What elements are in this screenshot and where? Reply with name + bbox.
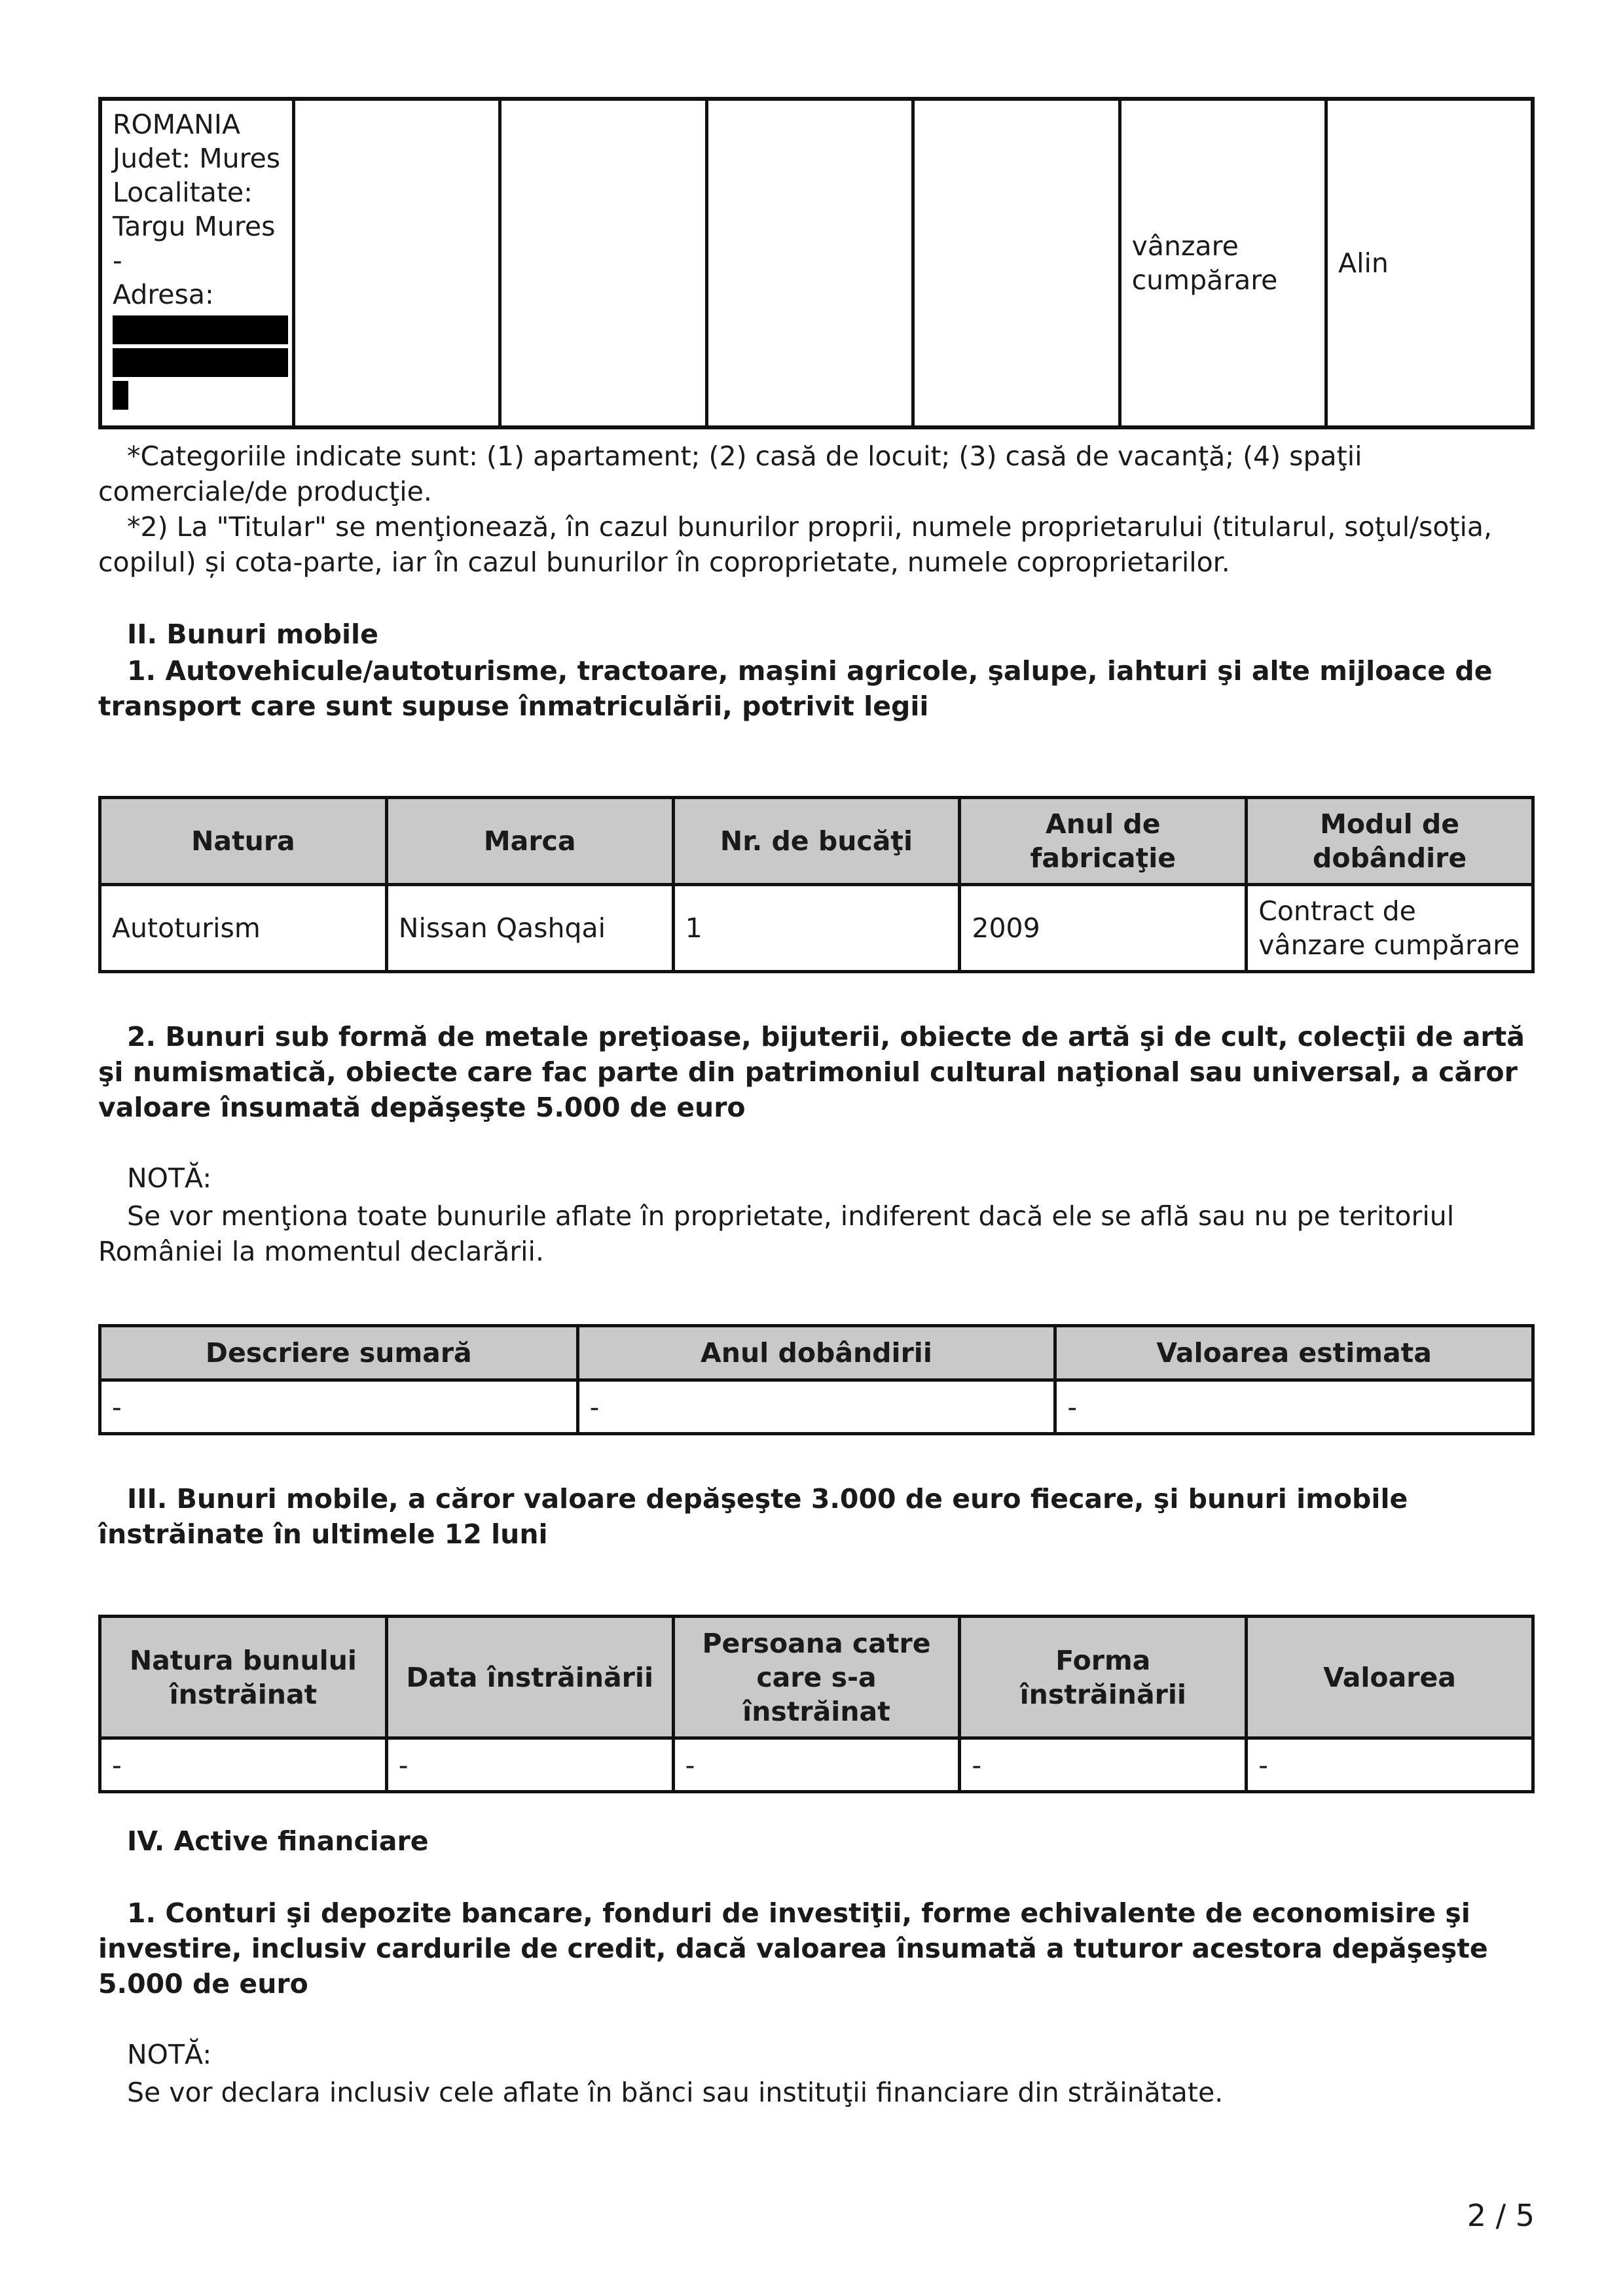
section-title-active-financiare: IV. Active financiare	[127, 1825, 429, 1857]
header-an-dobandire: Anul dobândirii	[577, 1326, 1055, 1380]
nota-label: NOTĂ:	[127, 1162, 212, 1194]
header-descriere: Descriere sumară	[100, 1326, 578, 1380]
table-header-row	[100, 1617, 1533, 1738]
table-row	[100, 99, 1533, 427]
table-cell: -	[960, 1738, 1247, 1792]
table-cell: 1	[673, 885, 960, 972]
header-valoare-estimata: Valoarea estimata	[1055, 1326, 1533, 1380]
table-cell: -	[577, 1380, 1055, 1434]
header-forma-instrainarii: Forma înstrăinării	[960, 1617, 1247, 1738]
address-line: ROMANIA	[113, 109, 240, 140]
header-data-instrainarii: Data înstrăinării	[386, 1617, 673, 1738]
table-cell: Nissan Qashqai	[386, 885, 673, 972]
real-estate-table	[98, 97, 1535, 429]
address-cell	[100, 99, 294, 427]
table-header-row	[100, 798, 1533, 885]
header-persoana: Persoana catre care s-a înstrăinat	[673, 1617, 960, 1738]
table-cell	[913, 99, 1120, 427]
header-natura-bunului: Natura bunului înstrăinat	[100, 1617, 387, 1738]
subsection-title-metale-pretioase: 2. Bunuri sub formă de metale preţioase, bijuterii, obiecte de artă şi de cult, colecţii de artă şi numismatică, obiecte care fac parte din patrimoniul cultural naţional sau universal, a căror valoare însumată depăşeşte 5.000 de euro	[98, 1021, 1525, 1123]
holder-note: *2) La "Titular" se menţionează, în cazul bunurilor proprii, numele proprietarului (titularul, soţul/soţia, copilul) și cota-parte, iar în cazul bunurilor în coproprietate, numele coproprietarilor.	[98, 511, 1493, 578]
nota-text: Se vor declara inclusiv cele aflate în bănci sau instituţii financiare din străinătate.	[127, 2077, 1224, 2108]
nota-text: Se vor menţiona toate bunurile aflate în proprietate, indiferent dacă ele se află sau nu pe teritoriul României la momentul declarării.	[98, 1200, 1455, 1267]
alienated-goods-table	[98, 1615, 1535, 1793]
section-title-bunuri-mobile: II. Bunuri mobile	[127, 619, 378, 650]
valuables-table	[98, 1324, 1535, 1435]
address-line: Judet: Mures	[113, 143, 281, 174]
address-line: -	[113, 245, 122, 276]
document-page	[98, 97, 1535, 2110]
header-natura: Natura	[100, 798, 387, 885]
vehicles-table	[98, 796, 1535, 973]
address-line: Localitate:	[113, 177, 253, 208]
nota-label: NOTĂ:	[127, 2039, 212, 2070]
table-cell: -	[673, 1738, 960, 1792]
table-cell: Autoturism	[100, 885, 387, 972]
subsection-title-conturi: 1. Conturi şi depozite bancare, fonduri de investiţii, forme echivalente de economisire şi investire, inclusiv cardurile de credit, dacă valoarea însumată a tuturor acestora depăşeşte 5.000 de euro	[98, 1897, 1488, 2000]
table-cell: Contract de vânzare cumpărare	[1247, 885, 1533, 972]
header-mod-dobandire: Modul de dobândire	[1247, 798, 1533, 885]
redaction-bar	[113, 381, 128, 410]
redaction-bar	[113, 315, 288, 344]
page-number: 2 / 5	[1467, 2198, 1535, 2233]
table-cell: -	[386, 1738, 673, 1792]
table-cell: -	[1247, 1738, 1533, 1792]
categories-note: *Categoriile indicate sunt: (1) apartament; (2) casă de locuit; (3) casă de vacanţă; (4) spaţii comerciale/de producţie.	[98, 440, 1362, 507]
table-cell	[706, 99, 913, 427]
table-row	[100, 885, 1533, 972]
header-nr-bucati: Nr. de bucăţi	[673, 798, 960, 885]
header-valoarea: Valoarea	[1247, 1617, 1533, 1738]
table-header-row	[100, 1326, 1533, 1380]
address-line: Adresa:	[113, 279, 214, 310]
header-an-fabricatie: Anul de fabricaţie	[960, 798, 1247, 885]
table-cell: -	[100, 1738, 387, 1792]
table-row	[100, 1380, 1533, 1434]
header-marca: Marca	[386, 798, 673, 885]
section-title-instrainate: III. Bunuri mobile, a căror valoare depăşeşte 3.000 de euro fiecare, şi bunuri imobile înstrăinate în ultimele 12 luni	[98, 1483, 1408, 1550]
table-cell: 2009	[960, 885, 1247, 972]
acquisition-mode-cell: vânzare cumpărare	[1120, 99, 1326, 427]
table-row	[100, 1738, 1533, 1792]
table-cell	[500, 99, 706, 427]
table-cell: -	[1055, 1380, 1533, 1434]
table-cell: -	[100, 1380, 578, 1434]
subsection-title-autovehicule: 1. Autovehicule/autoturisme, tractoare, maşini agricole, şalupe, iahturi şi alte mijloace de transport care sunt supuse înmatriculării, potrivit legii	[98, 655, 1493, 722]
redaction-bar	[113, 348, 288, 377]
table-cell	[294, 99, 500, 427]
address-line: Targu Mures	[113, 211, 276, 242]
holder-cell: Alin	[1326, 99, 1533, 427]
